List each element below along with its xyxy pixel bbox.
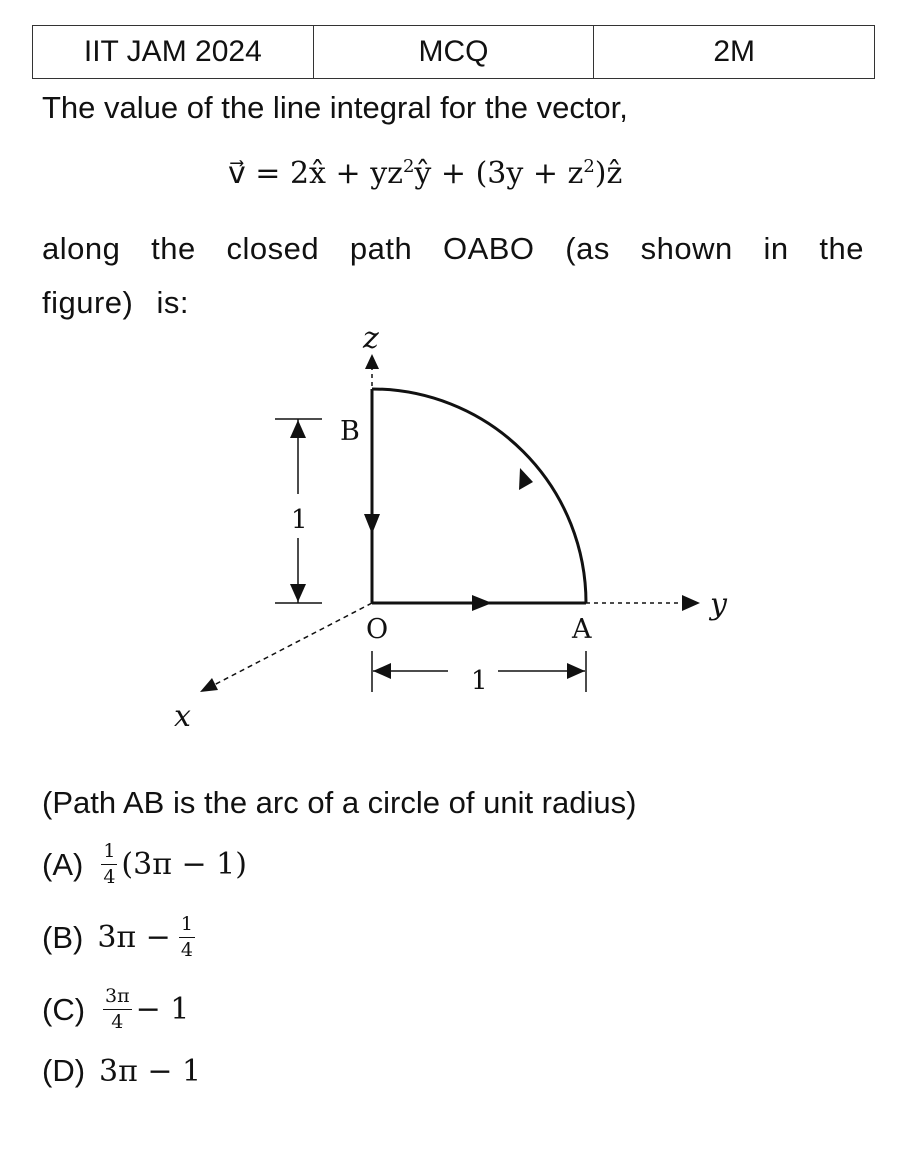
- marks-cell: 2M: [594, 26, 875, 79]
- equation-exponent-1: 2: [402, 156, 415, 177]
- option-c-denominator: 4: [111, 1011, 124, 1033]
- header-table: [32, 25, 875, 79]
- option-c-numerator: 3π: [103, 987, 132, 1010]
- y-axis-label: y: [710, 587, 727, 622]
- equation-rhs-a: = 2x̂ + yz: [245, 156, 403, 191]
- option-b[interactable]: [42, 915, 199, 960]
- point-a-label: A: [572, 614, 592, 645]
- question-path-text: along the closed path OABO (as shown in the figure) is:: [42, 231, 864, 320]
- question-intro: The value of the line integral for the vector,: [42, 90, 628, 125]
- option-c-expression: − 1: [135, 992, 190, 1027]
- path-ab-arrow: [519, 468, 533, 490]
- option-b-expression: 3π −: [97, 920, 171, 955]
- option-c-label: (C): [42, 991, 86, 1027]
- vector-equation: [228, 156, 622, 191]
- path-oa-arrow: [472, 595, 492, 611]
- question-type-cell: MCQ: [313, 26, 594, 79]
- option-a-denominator: 4: [103, 866, 116, 888]
- option-a-label: (A): [42, 846, 84, 882]
- dim-vertical-arrow-down: [290, 584, 306, 602]
- x-axis-arrow: [200, 678, 218, 692]
- equation-rhs-c: )ẑ: [594, 156, 623, 191]
- dim-horizontal-label: 1: [471, 666, 488, 696]
- path-bo-arrow: [364, 514, 380, 534]
- arc-note: (Path AB is the arc of a circle of unit radius): [42, 785, 637, 820]
- option-d-expression: 3π − 1: [99, 1053, 202, 1089]
- exam-name-cell: IIT JAM 2024: [33, 26, 314, 79]
- option-a-numerator: 1: [101, 842, 117, 865]
- option-a-fraction: [101, 842, 117, 887]
- option-c-math: [99, 987, 189, 1032]
- option-b-fraction: [179, 915, 195, 960]
- dim-horizontal-arrow-right: [567, 663, 585, 679]
- path-ab-arc: [372, 389, 586, 603]
- option-b-label: (B): [42, 919, 84, 955]
- option-b-math: [97, 915, 199, 960]
- x-axis-label: x: [174, 699, 191, 734]
- option-d-math: [99, 1054, 201, 1089]
- option-d[interactable]: [42, 1053, 201, 1089]
- option-c-fraction: [103, 987, 132, 1032]
- equation-lhs: v⃗: [228, 156, 246, 191]
- dim-vertical-label: 1: [291, 505, 308, 535]
- option-b-numerator: 1: [179, 915, 195, 938]
- point-o-label: O: [366, 614, 389, 645]
- option-b-denominator: 4: [180, 939, 193, 961]
- y-axis-arrow: [682, 595, 700, 611]
- option-a[interactable]: [42, 842, 247, 887]
- x-axis: [212, 603, 372, 686]
- dim-horizontal-arrow-left: [373, 663, 391, 679]
- equation-rhs-b: ŷ + (3y + z: [414, 156, 584, 191]
- option-d-label: (D): [42, 1053, 86, 1088]
- dim-vertical-arrow-up: [290, 420, 306, 438]
- option-c[interactable]: [42, 987, 189, 1032]
- equation-exponent-2: 2: [583, 156, 595, 177]
- z-axis-arrow: [365, 354, 379, 369]
- option-a-expression: (3π − 1): [121, 847, 247, 882]
- point-b-label: B: [340, 416, 360, 447]
- option-a-math: [97, 842, 247, 887]
- z-axis-label: z: [363, 321, 379, 356]
- path-figure: [160, 318, 727, 738]
